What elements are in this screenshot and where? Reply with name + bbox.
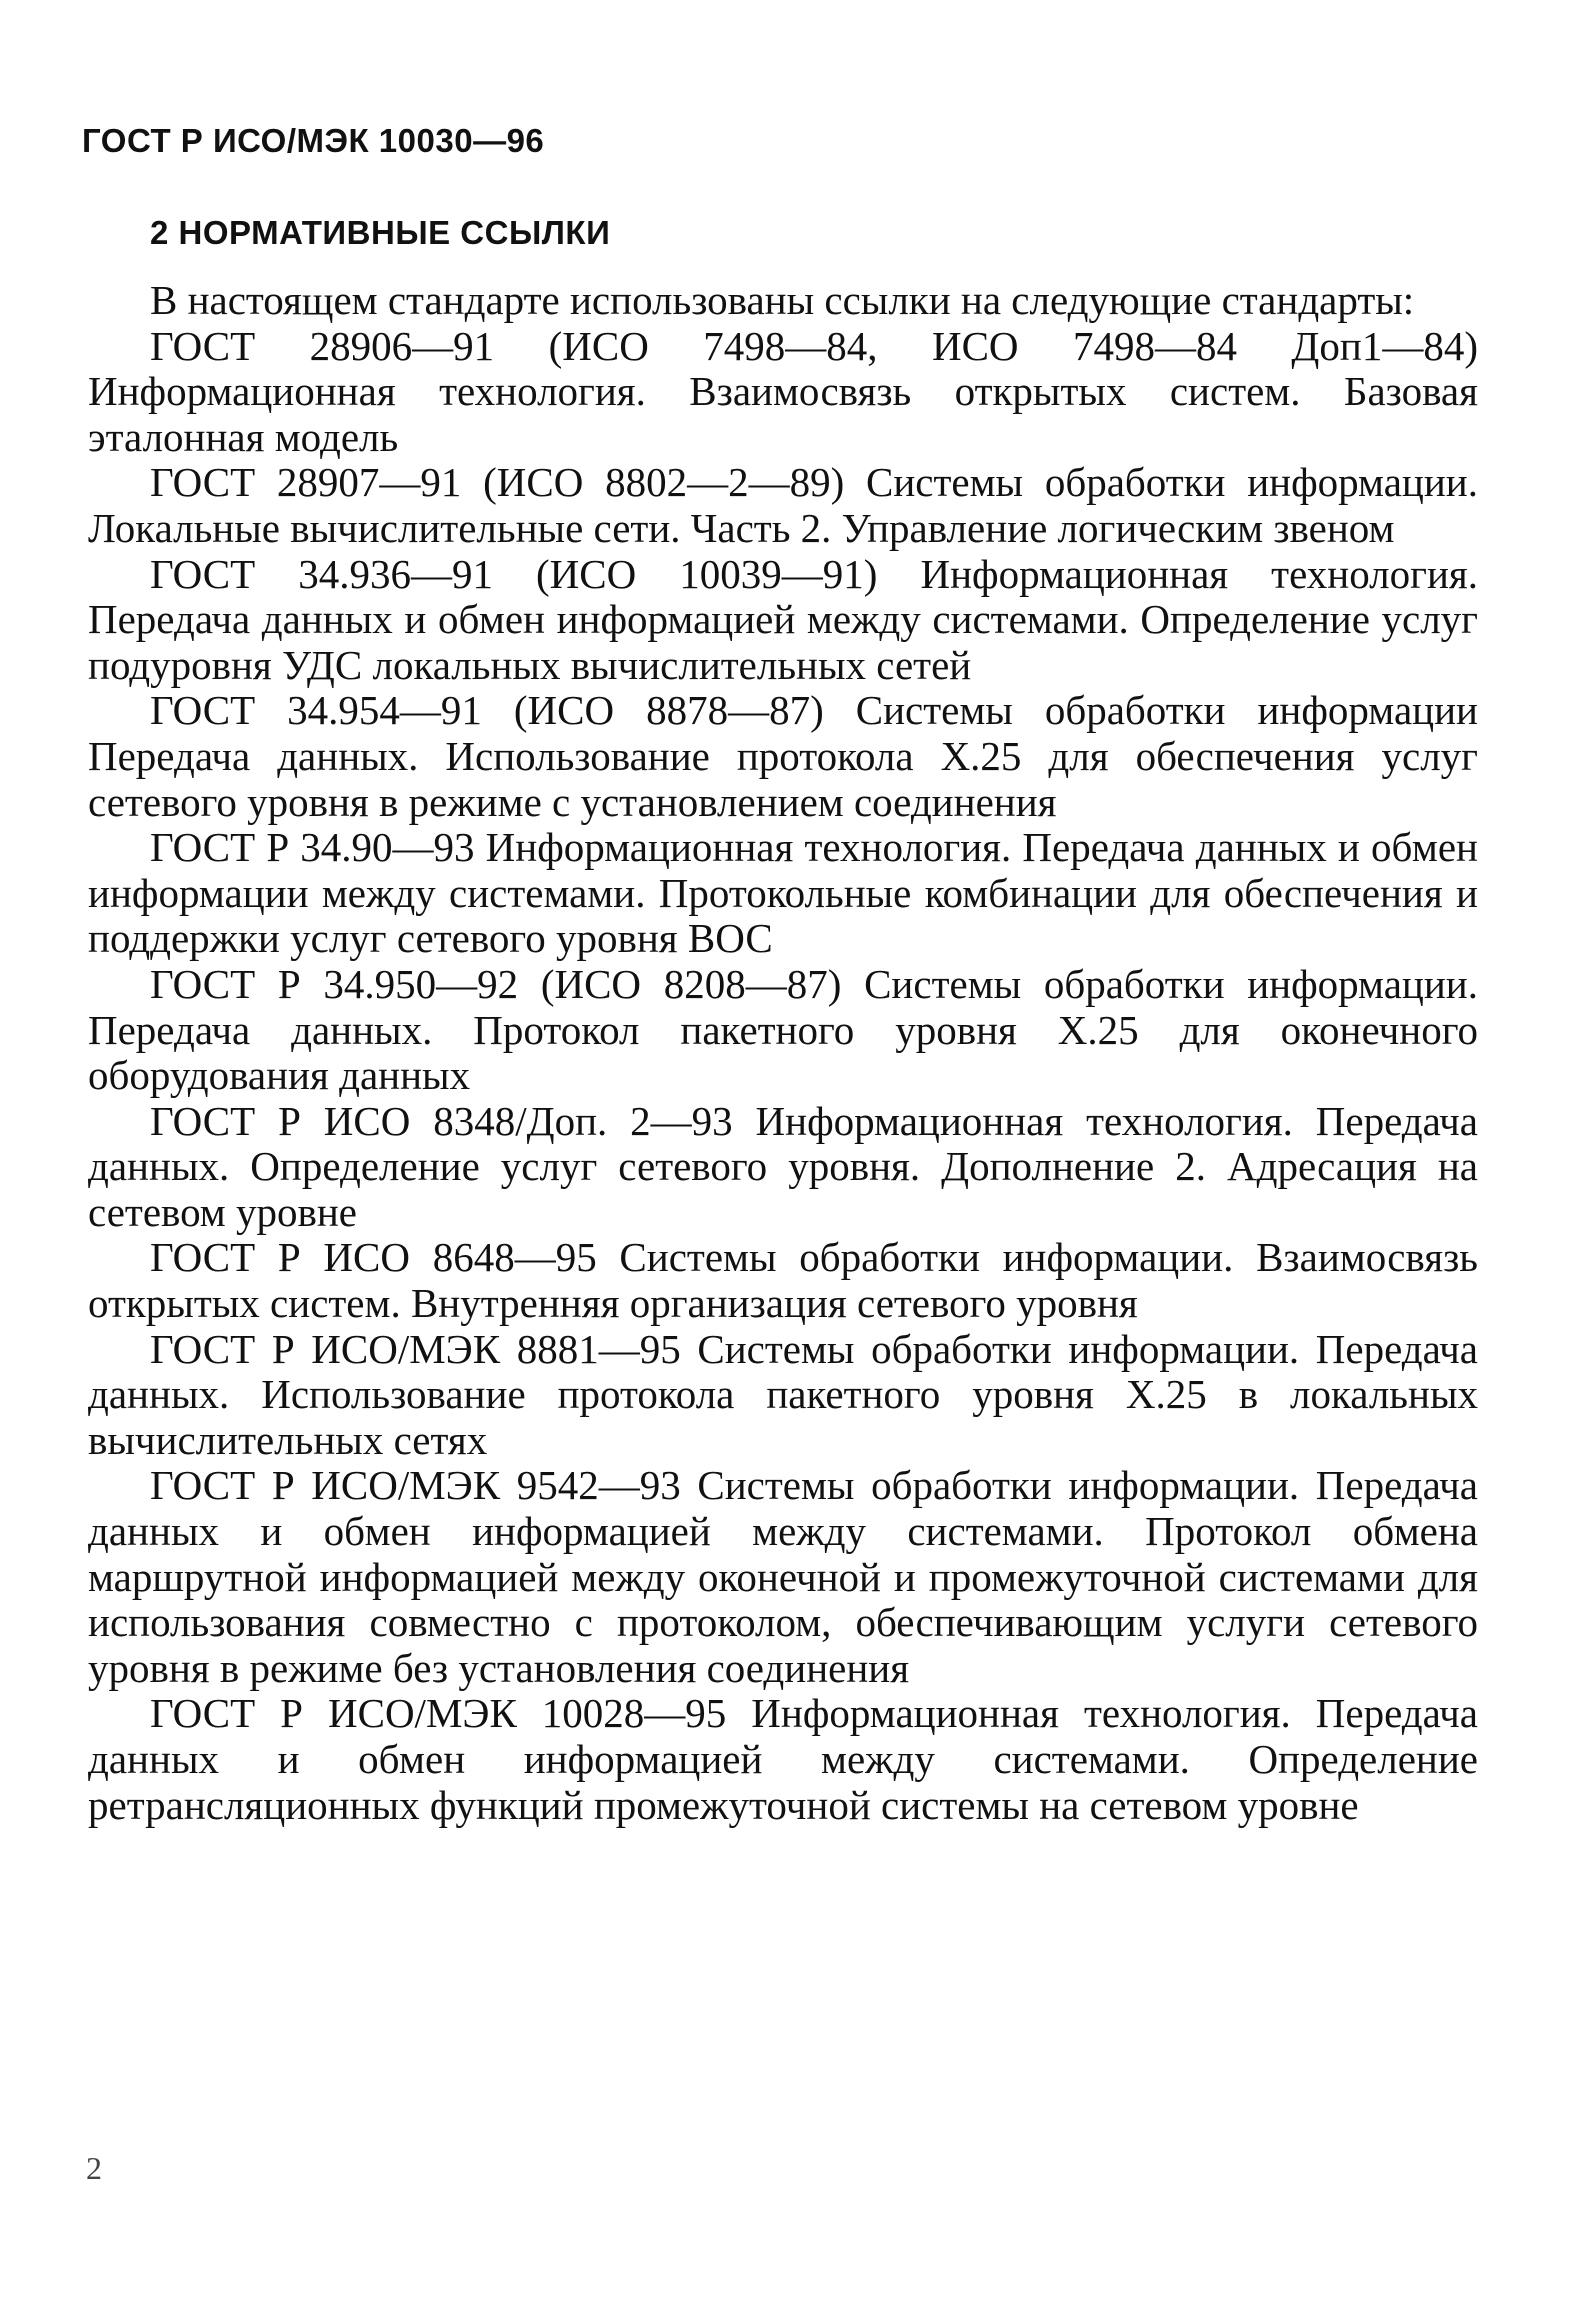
- page-number: 2: [86, 2150, 102, 2186]
- reference-item: ГОСТ 34.954—91 (ИСО 8878—87) Системы обработки информации Передача данных. Использование протокола X.25 для обеспечения услуг сетевого уровня в режиме с установлением соединения: [88, 687, 1478, 825]
- reference-item: ГОСТ 28906—91 (ИСО 7498—84, ИСО 7498—84 Доп1—84) Информационная технология. Взаимосвязь открытых систем. Базовая эталонная модель: [88, 322, 1478, 460]
- reference-item: ГОСТ Р ИСО/МЭК 9542—93 Системы обработки информации. Передача данных и обмен информацией между системами. Протокол обмена маршрутной информацией между оконечной и промежуточной системами для использования совместно с протоколом, обеспечивающим услуги сетевого уровня в режиме без установления соединения: [88, 1462, 1478, 1691]
- reference-item: ГОСТ Р ИСО 8648—95 Системы обработки информации. Взаимосвязь открытых систем. Внутренняя организация сетевого уровня: [88, 1234, 1478, 1327]
- reference-item: ГОСТ Р 34.950—92 (ИСО 8208—87) Системы обработки информации. Передача данных. Протокол пакетного уровня X.25 для оконечного оборудования данных: [88, 960, 1478, 1099]
- reference-item: ГОСТ Р ИСО 8348/Доп. 2—93 Информационная технология. Передача данных. Определение услуг сетевого уровня. Дополнение 2. Адресация на сетевом уровне: [88, 1097, 1478, 1235]
- reference-item: ГОСТ Р ИСО/МЭК 10028—95 Информационная технология. Передача данных и обмен информацией между системами. Определение ретрансляционных функций промежуточной системы на сетевом уровне: [88, 1690, 1478, 1828]
- document-header: ГОСТ Р ИСО/МЭК 10030—96: [82, 122, 545, 159]
- reference-item: ГОСТ 28907—91 (ИСО 8802—2—89) Системы обработки информации. Локальные вычислительные сети. Часть 2. Управление логическим звеном: [88, 459, 1478, 551]
- reference-item: ГОСТ Р ИСО/МЭК 8881—95 Системы обработки информации. Передача данных. Использование протокола пакетного уровня X.25 в локальных вычислительных сетях: [88, 1325, 1478, 1463]
- reference-item: ГОСТ Р 34.90—93 Информационная технология. Передача данных и обмен информации между системами. Протокольные комбинации для обеспечения и поддержки услуг сетевого уровня ВОС: [88, 824, 1478, 962]
- intro-paragraph: В настоящем стандарте использованы ссылки на следующие стандарты:: [150, 277, 1415, 323]
- section-title: 2 НОРМАТИВНЫЕ ССЫЛКИ: [150, 214, 611, 251]
- reference-item: ГОСТ 34.936—91 (ИСО 10039—91) Информационная технология. Передача данных и обмен информацией между системами. Определение услуг подуровня УДС локальных вычислительных сетей: [88, 550, 1478, 688]
- section-body: [88, 278, 1478, 1828]
